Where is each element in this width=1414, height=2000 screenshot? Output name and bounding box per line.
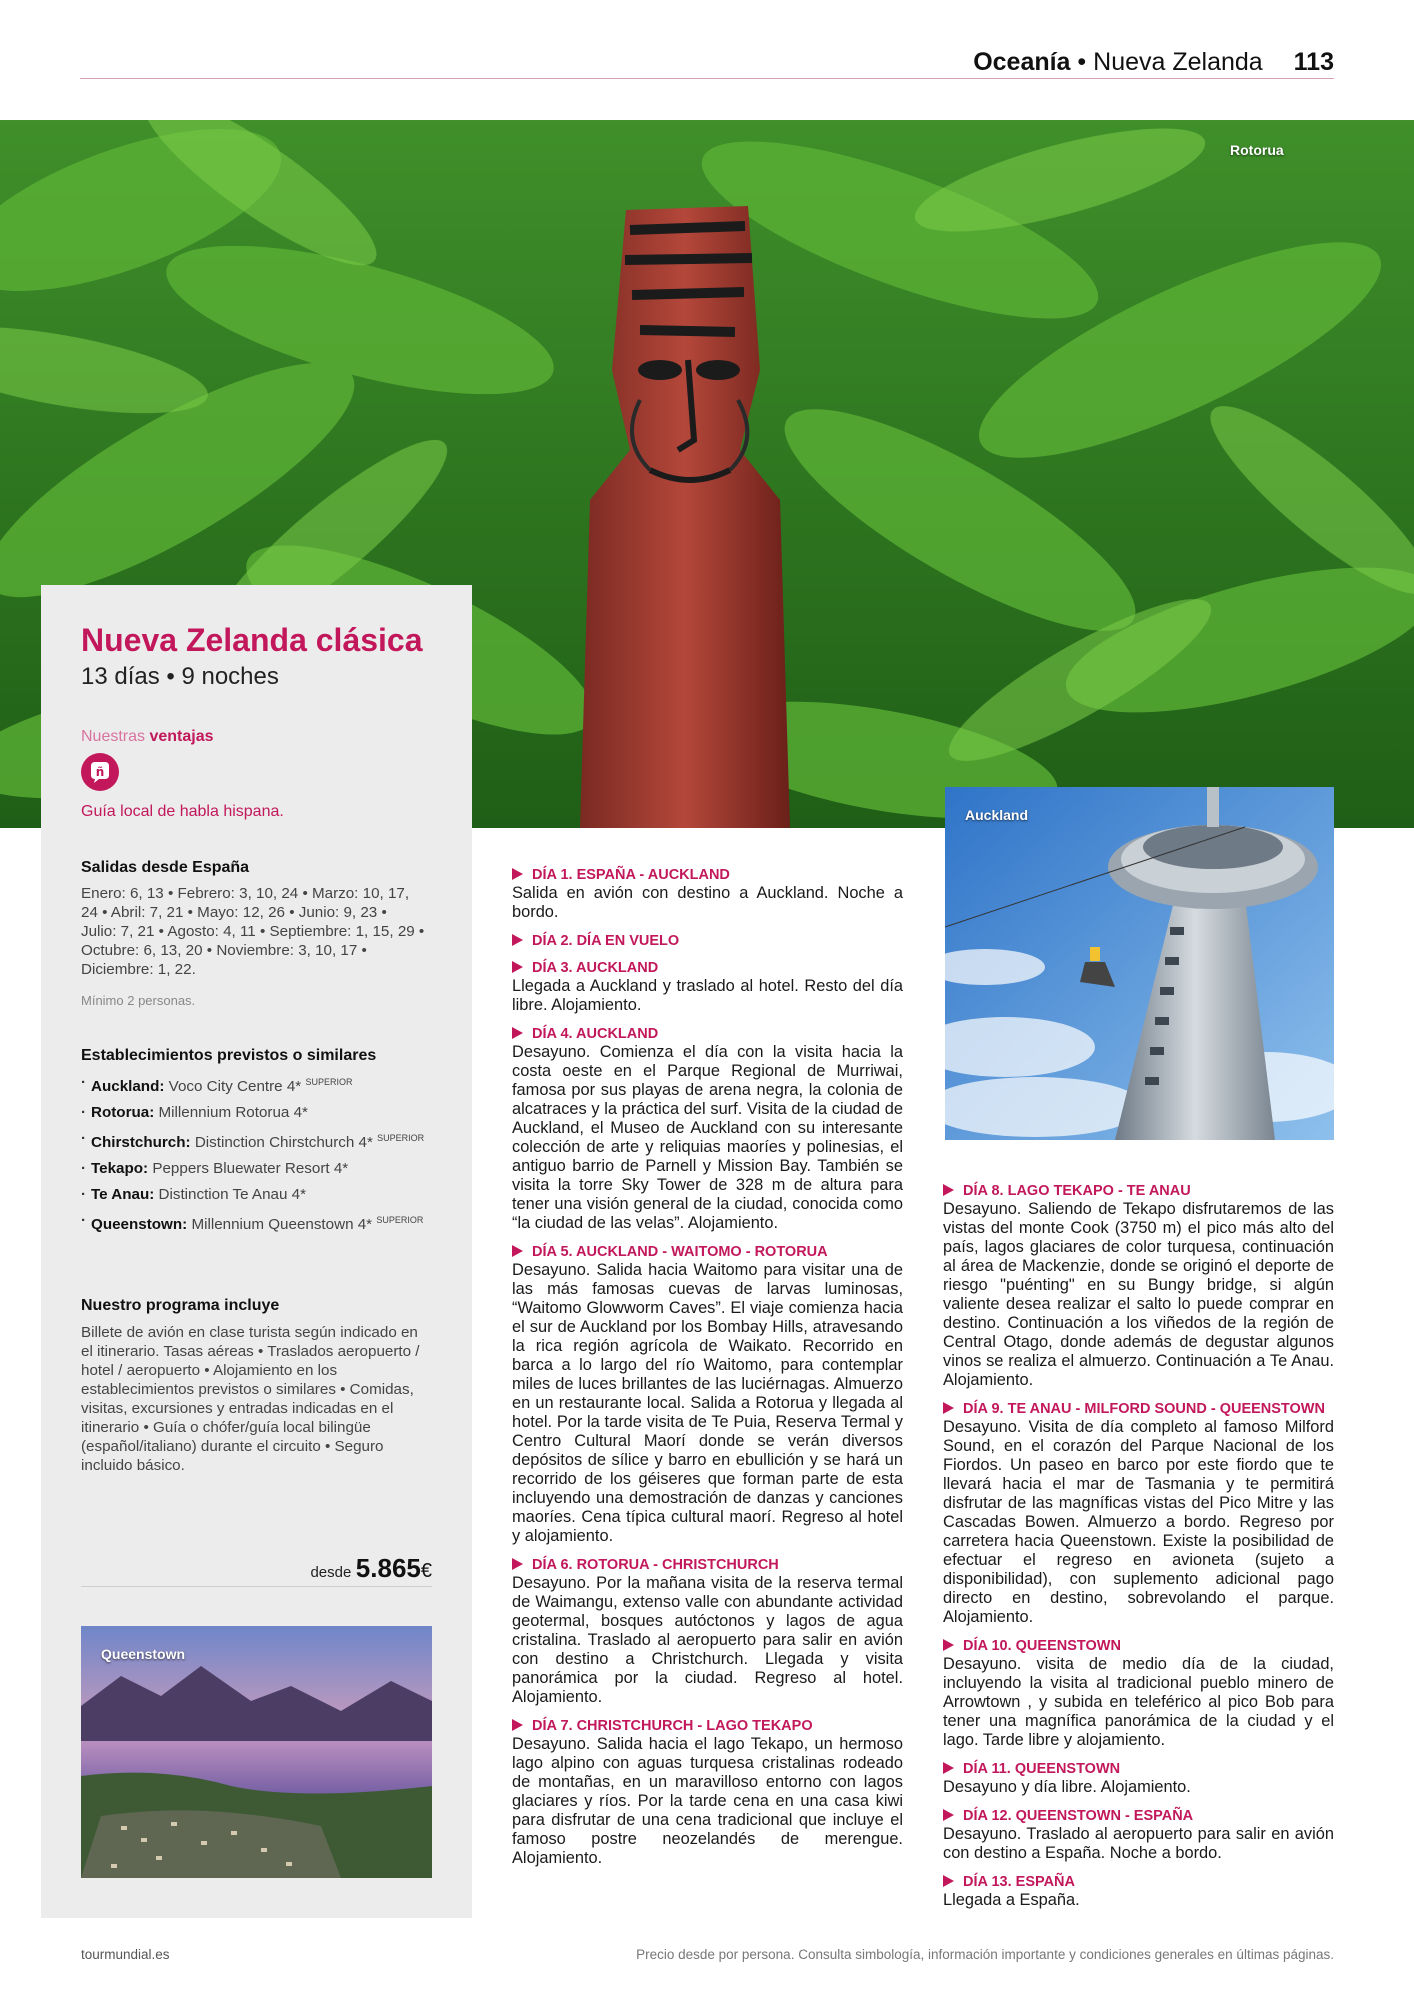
hotel-category: SUPERIOR xyxy=(376,1215,424,1226)
day-marker-icon xyxy=(943,1184,954,1196)
price-label: desde xyxy=(310,1564,352,1581)
day-marker-icon xyxy=(512,868,523,880)
hotel-category: SUPERIOR xyxy=(305,1077,353,1087)
day-heading-text: DÍA 1. ESPAÑA - AUCKLAND xyxy=(532,867,730,883)
day-marker-icon xyxy=(943,1639,954,1651)
day-heading-text: DÍA 7. CHRISTCHURCH - LAGO TEKAPO xyxy=(532,1718,813,1734)
day-heading xyxy=(512,960,903,976)
day-description: Desayuno. Por la mañana visita de la reserva termal de Waimangu, extenso valle con abundante actividad geotermal, bosques autóctonos y lagos de agua cristalina. Traslado al aeropuerto para salir en avión con destino a Christchurch. Llegada y visita panorámica por la ciudad. Regreso al hotel. Alojamiento. xyxy=(512,1574,903,1706)
day-heading xyxy=(512,867,903,883)
itinerary-column-1 xyxy=(512,867,903,1879)
day-marker-icon xyxy=(943,1875,954,1887)
day-heading xyxy=(943,1401,1334,1417)
hotel-name: Peppers Bluewater Resort 4* xyxy=(152,1160,349,1178)
day-heading-text: DÍA 2. DÍA EN VUELO xyxy=(532,933,680,949)
footer-website: tourmundial.es xyxy=(81,1947,170,1962)
departures-dates: Enero: 6, 13 • Febrero: 3, 10, 24 • Marzo: 10, 17, 24 • Abril: 7, 21 • Mayo: 12, 26 • Junio: 9, 23 • Julio: 7, 21 • Agosto: 4, 11 • Septiembre: 1, 15, 29 • Octubre: 6, 13, 20 • Noviembre: 3, 10, 17 • Diciembre: 1, 22. xyxy=(81,885,425,978)
price-currency: € xyxy=(420,1560,432,1582)
day-heading-text: DÍA 5. AUCKLAND - WAITOMO - ROTORUA xyxy=(532,1244,828,1260)
hotel-item xyxy=(81,1185,431,1204)
page-number: 113 xyxy=(1293,48,1334,76)
hotel-item xyxy=(81,1211,431,1234)
hotel-name: Millennium Rotorua 4* xyxy=(158,1104,308,1122)
advantages-label-prefix: Nuestras xyxy=(81,728,146,745)
day-heading xyxy=(512,933,903,949)
hotel-item xyxy=(81,1129,431,1152)
day-heading-text: DÍA 12. QUEENSTOWN - ESPAÑA xyxy=(963,1808,1194,1824)
hotel-item xyxy=(81,1073,431,1096)
day-heading xyxy=(943,1808,1334,1824)
price-amount: 5.865 xyxy=(355,1553,421,1583)
trip-duration: 13 días • 9 noches xyxy=(81,663,279,690)
day-marker-icon xyxy=(512,1558,523,1570)
hero-caption: Rotorua xyxy=(1230,142,1284,158)
advantages-label xyxy=(81,728,214,746)
hotel-city: Queenstown: xyxy=(91,1216,188,1234)
day-heading-text: DÍA 10. QUEENSTOWN xyxy=(963,1638,1121,1654)
page-header xyxy=(80,48,1334,78)
hotel-name: Voco City Centre 4* xyxy=(168,1078,302,1096)
day-description: Desayuno. visita de medio día de la ciudad, incluyendo la visita al tradicional pueblo minero de Arrowtown , y subida en teleférico al pico Bob para tener una magnífica panorámica de la ciudad y el lago. Tarde libre y alojamiento. xyxy=(943,1655,1334,1749)
day-description: Salida en avión con destino a Auckland. Noche a bordo. xyxy=(512,884,903,921)
day-marker-icon xyxy=(512,934,523,946)
day-heading xyxy=(943,1183,1334,1199)
hotel-category: SUPERIOR xyxy=(377,1133,425,1144)
day-heading xyxy=(512,1718,903,1734)
day-heading xyxy=(512,1557,903,1573)
includes-heading: Nuestro programa incluye xyxy=(81,1297,280,1314)
day-description: Desayuno y día libre. Alojamiento. xyxy=(943,1778,1191,1796)
hotel-name: Distinction Te Anau 4* xyxy=(158,1186,306,1204)
day-heading xyxy=(512,1026,903,1042)
price-divider xyxy=(81,1586,432,1587)
advantages-label-bold: ventajas xyxy=(149,728,214,745)
day-description: Desayuno. Traslado al aeropuerto para salir en avión con destino a España. Noche a bordo. xyxy=(943,1825,1334,1862)
footer-note: Precio desde por persona. Consulta simbología, información importante y condiciones generales en últimas páginas. xyxy=(636,1947,1334,1962)
day-description: Desayuno. Salida hacia el lago Tekapo, un hermoso lago alpino con aguas turquesa cristalinas rodeado de montañas, en un maravilloso entorno con lagos glaciares y ríos. Por la tarde cena en una casa kiwi para disfrutar de una cena tradicional que incluye el famoso postre neozelandés de merengue. Alojamiento. xyxy=(512,1735,903,1867)
hotels-heading: Establecimientos previstos o similares xyxy=(81,1047,377,1064)
hotel-item xyxy=(81,1103,431,1122)
day-heading-text: DÍA 8. LAGO TEKAPO - TE ANAU xyxy=(963,1183,1191,1199)
day-marker-icon xyxy=(943,1762,954,1774)
departures-heading: Salidas desde España xyxy=(81,859,250,876)
price-block xyxy=(160,1553,432,1584)
day-marker-icon xyxy=(512,1719,523,1731)
queenstown-photo xyxy=(81,1626,432,1878)
hotel-city: Auckland: xyxy=(91,1078,165,1096)
day-heading-text: DÍA 4. AUCKLAND xyxy=(532,1026,659,1042)
day-marker-icon xyxy=(512,961,523,973)
hotels-list xyxy=(81,1073,431,1241)
hotel-name: Distinction Chirstchurch 4* xyxy=(194,1134,373,1152)
hotel-name: Millennium Queenstown 4* xyxy=(191,1216,373,1234)
includes-text: Billete de avión en clase turista según indicado en el itinerario. Tasas aéreas • Traslados aeropuerto / hotel / aeropuerto • Alojamiento en los establecimientos previstos o similares • Comidas, visitas, excursiones y entradas indicadas en el itinerario • Guía o chófer/guía local bilingüe (español/italiano) durante el circuito • Seguro incluido básico. xyxy=(81,1324,420,1474)
day-description: Desayuno. Visita de día completo al famoso Milford Sound, en el corazón del Parque Nacional de los Fiordos. Un paseo en barco por este fiordo que te llevará hacia el mar de Tasmania y te permitirá disfrutar de las magníficas vistas del Pico Mitre y las Cascadas Bowen. Almuerzo a bordo. Regreso por carretera hacia Queenstown. Existe la posibilidad de efectuar el regreso en avioneta (sujeto a disponibilidad), con suplemento adicional pago directo en destino, sobrevolando el parque. Alojamiento. xyxy=(943,1418,1334,1626)
itinerary-column-2 xyxy=(943,1183,1334,1921)
day-description: Desayuno. Salida hacia Waitomo para visitar una de las más famosas cuevas de larvas luminosas, “Waitomo Glowworm Caves”. El viaje comienza hacia el sur de Auckland por los Bombay Hills, atravesando la rica región agrícola de Waikato. Recorrido en barca a lo largo del río Waitomo, para contemplar miles de luces brillantes de las luciérnagas. Almuerzo en un restaurante local. Salida a Rotorua y llegada al hotel. Por la tarde visita de Te Puia, Reserva Termal y Centro Cultural Maorí donde se verán diversos depósitos de sílice y barro en ebullición y se hará un recorrido de los géiseres que forman parte de esta incluyendo una demostración de danzas y canciones maoríes. Cena típica cultural maorí. Regreso al hotel y alojamiento. xyxy=(512,1261,903,1545)
header-separator: • xyxy=(1077,48,1087,76)
hotel-city: Te Anau: xyxy=(91,1186,155,1204)
day-marker-icon xyxy=(512,1027,523,1039)
hotel-item xyxy=(81,1159,431,1178)
day-heading-text: DÍA 3. AUCKLAND xyxy=(532,960,659,976)
day-marker-icon xyxy=(512,1245,523,1257)
day-heading xyxy=(943,1761,1334,1777)
queenstown-caption: Queenstown xyxy=(101,1646,186,1662)
day-heading xyxy=(943,1638,1334,1654)
day-heading-text: DÍA 13. ESPAÑA xyxy=(963,1874,1075,1890)
hotel-city: Tekapo: xyxy=(91,1160,149,1178)
advantage-text: Guía local de habla hispana. xyxy=(81,803,284,820)
svg-text:ñ: ñ xyxy=(95,765,105,779)
country-name: Nueva Zelanda xyxy=(1093,48,1263,76)
hotel-city: Rotorua: xyxy=(91,1104,155,1122)
day-heading-text: DÍA 11. QUEENSTOWN xyxy=(963,1761,1121,1777)
day-heading-text: DÍA 6. ROTORUA - CHRISTCHURCH xyxy=(532,1557,779,1573)
day-marker-icon xyxy=(943,1402,954,1414)
day-heading xyxy=(512,1244,903,1260)
auckland-photo xyxy=(945,787,1334,1140)
day-description: Desayuno. Saliendo de Tekapo disfrutaremos de las vistas del monte Cook (3750 m) el pico más alto del país, lagos glaciares de color turquesa, continuación al área de Mackenzie, donde se originó el deporte de riesgo "puénting" en su Bungy bridge, si algún valiente desea realizar el salto lo puede comprar en destino. Continuación a los viñedos de la región de Central Otago, donde además de degustar algunos vinos se realiza el almuerzo. Continuación a Te Anau. Alojamiento. xyxy=(943,1200,1334,1389)
minimum-note: Mínimo 2 personas. xyxy=(81,993,196,1008)
day-description: Desayuno. Comienza el día con la visita hacia la costa oeste en el Parque Regional de Murriwai, famosa por sus playas de arena negra, la colonia de alcatraces y la práctica del surf. Visita de la ciudad de Auckland, el Museo de Auckland con su interesante colección de arte y reliquias maoríes y polinesias, el antiguo barrio de Parnell y Mission Bay. También se visita la torre Sky Tower de 328 m de altura para tener una visión general de la ciudad, conocida como “la ciudad de las velas”. Alojamiento. xyxy=(512,1043,903,1232)
day-description: Llegada a España. xyxy=(943,1891,1080,1909)
day-heading-text: DÍA 9. TE ANAU - MILFORD SOUND - QUEENSTOWN xyxy=(963,1401,1325,1417)
spanish-guide-icon xyxy=(81,753,119,791)
section-name: Oceanía xyxy=(973,48,1071,76)
hotel-city: Chirstchurch: xyxy=(91,1134,191,1152)
auckland-caption: Auckland xyxy=(965,807,1029,823)
trip-title: Nueva Zelanda clásica xyxy=(81,622,423,658)
day-heading xyxy=(943,1874,1334,1890)
day-marker-icon xyxy=(943,1809,954,1821)
header-divider xyxy=(80,78,1334,79)
day-description: Llegada a Auckland y traslado al hotel. Resto del día libre. Alojamiento. xyxy=(512,977,903,1014)
